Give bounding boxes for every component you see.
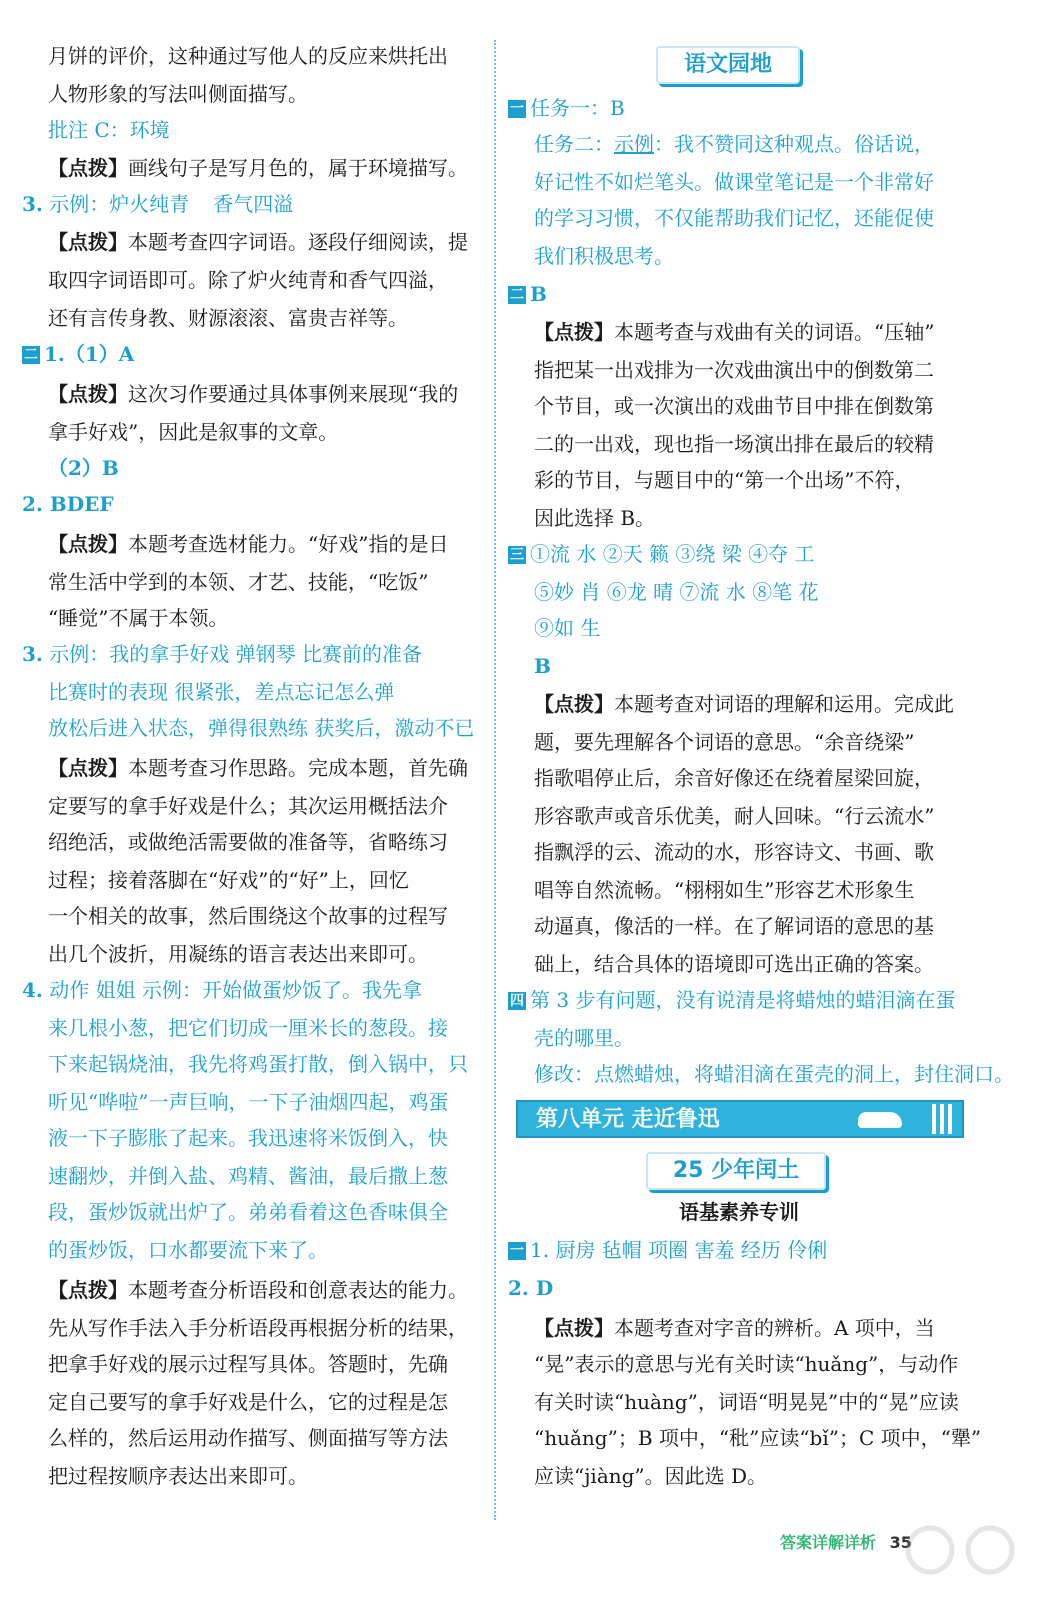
text-line: 定自己要写的拿手好戏是什么，它的过程是怎 <box>48 1390 448 1414</box>
hint-text: 本题考查对字音的辨析。A 项中，当 <box>614 1316 935 1340</box>
question-number: 3. <box>22 192 43 216</box>
text-line: 过程；接着落脚在“好戏”的“好”上，回忆 <box>48 868 409 892</box>
hint-text: 本题考查习作思路。完成本题，首先确 <box>128 756 468 780</box>
answer-line: 2. BDEF <box>22 492 114 516</box>
answer-value: 我的拿手好戏 弹钢琴 比赛前的准备 <box>109 642 422 666</box>
lesson-title: 25 少年闰土 <box>646 1152 826 1190</box>
stripes-decoration <box>932 1104 956 1134</box>
hint-line <box>48 156 468 180</box>
watermark-logo <box>895 1520 1025 1590</box>
answer-value: 1.（1）A <box>44 342 135 366</box>
answer-value: 任务一：B <box>530 96 625 120</box>
answer-line <box>22 192 293 216</box>
text-line: 把过程按顺序表达出来即可。 <box>48 1464 308 1488</box>
answer-line: 的学习习惯，不仅能帮助我们记忆，还能促使 <box>534 206 934 230</box>
section-number-box: 二 <box>510 287 524 303</box>
answer-line: 来几根小葱，把它们切成一厘米长的葱段。接 <box>48 1016 448 1040</box>
question-number: 4. <box>22 978 43 1002</box>
hint-tag: 【点拨】 <box>48 156 128 180</box>
answer-line: 放松后进入状态，弹得很熟练 获奖后，激动不已 <box>48 716 475 740</box>
page-number: 35 <box>889 1533 912 1552</box>
hint-text: 画线句子是写月色的，属于环境描写。 <box>128 156 468 180</box>
answer-value: ：我不赞同这种观点。俗话说， <box>654 132 934 156</box>
text-line: 还有言传身教、财源滚滚、富贵吉祥等。 <box>48 306 408 330</box>
hint-line <box>48 230 468 254</box>
text-line: “晃”表示的意思与光有关时读“huǎng”，与动作 <box>534 1352 959 1376</box>
text-line: 把拿手好戏的展示过程写具体。答题时，先确 <box>48 1352 448 1376</box>
answer-line: 段，蛋炒饭就出炉了。弟弟看着这色香味俱全 <box>48 1200 448 1224</box>
text-line: 彩的节目，与题目中的“第一个出场”不符， <box>534 468 915 492</box>
text-line: 绍绝活，或做绝活需要做的准备等，省略练习 <box>48 830 448 854</box>
answer-line: 速翻炒，并倒入盐、鸡精、酱油，最后撒上葱 <box>48 1164 448 1188</box>
hint-line <box>534 1316 935 1340</box>
hint-tag: 【点拨】 <box>48 532 128 556</box>
answer-line: 下来起锅烧油，我先将鸡蛋打散，倒入锅中，只 <box>48 1052 468 1076</box>
hint-text: 本题考查对词语的理解和运用。完成此 <box>614 692 954 716</box>
section-title: 语文园地 <box>656 46 800 84</box>
task-label: 任务二： <box>534 132 614 156</box>
hint-line <box>48 532 448 556</box>
answer-value: 第 3 步有问题，没有说清是将蜡烛的蜡泪滴在蛋 <box>530 988 956 1012</box>
answer-line: （2）B <box>48 456 119 480</box>
hint-tag: 【点拨】 <box>534 692 614 716</box>
text-line: 取四字词语即可。除了炉火纯青和香气四溢， <box>48 268 448 292</box>
car-icon <box>858 1112 902 1128</box>
answer-line <box>508 988 955 1012</box>
answer-value: 动作 姐姐 示例：开始做蛋炒饭了。我先拿 <box>49 978 422 1002</box>
answer-line <box>22 642 422 666</box>
unit-title: 第八单元 走近鲁迅 <box>536 1107 720 1132</box>
example-label: 示例： <box>49 642 110 666</box>
text-line: 定要写的拿手好戏是什么；其次运用概括法介 <box>48 794 448 818</box>
answer-line: 的蛋炒饭，口水都要流下来了。 <box>48 1238 328 1262</box>
section-number-box: 一 <box>510 1243 524 1259</box>
text-line: 础上，结合具体的语境即可选出正确的答案。 <box>534 952 934 976</box>
text-line: 应读“jiàng”。因此选 D。 <box>534 1464 768 1488</box>
text-line: 常生活中学到的本领、才艺、技能，“吃饭” <box>48 570 429 594</box>
example-label: 示例： <box>49 192 110 216</box>
answer-value: B <box>530 282 547 306</box>
hint-tag: 【点拨】 <box>48 382 128 406</box>
answer-line: 壳的哪里。 <box>534 1026 634 1050</box>
page-footer <box>780 1530 912 1553</box>
text-line: 动逼真，像活的一样。在了解词语的意思的基 <box>534 914 934 938</box>
text-line: 指飘浮的云、流动的水，形容诗文、书画、歌 <box>534 840 934 864</box>
hint-line <box>48 382 458 406</box>
text-line: “睡觉”不属于本领。 <box>48 606 229 630</box>
footer-label: 答案详解详析 <box>780 1533 877 1552</box>
hint-line <box>534 692 954 716</box>
text-line: 先从写作手法入手分析语段再根据分析的结果， <box>48 1316 468 1340</box>
answer-line <box>508 96 625 120</box>
answer-line: B <box>534 654 551 678</box>
text-line: 指把某一出戏排为一次戏曲演出中的倒数第二 <box>534 358 934 382</box>
answer-line: 我们积极思考。 <box>534 244 674 268</box>
hint-line <box>48 756 468 780</box>
text-line: 个节目，或一次演出的戏曲节目中排在倒数第 <box>534 394 934 418</box>
answer-line <box>22 978 422 1002</box>
hint-text: 本题考查选材能力。“好戏”指的是日 <box>128 532 449 556</box>
text-line: 形容歌声或音乐优美，耐人回味。“行云流水” <box>534 804 935 828</box>
hint-text: 本题考查与戏曲有关的词语。“压轴” <box>614 320 935 344</box>
answer-line: 比赛时的表现 很紧张，差点忘记怎么弹 <box>48 680 395 704</box>
hint-line <box>48 1278 468 1302</box>
text-line: 一个相关的故事，然后围绕这个故事的过程写 <box>48 904 448 928</box>
text-line: 月饼的评价，这种通过写他人的反应来烘托出 <box>48 44 448 68</box>
section-number-box: 一 <box>510 101 524 117</box>
hint-tag: 【点拨】 <box>48 1278 128 1302</box>
text-line: 唱等自然流畅。“栩栩如生”形容艺术形象生 <box>534 878 915 902</box>
answer-value: ①流 水 ②天 籁 ③绕 梁 ④夺 工 <box>530 542 815 566</box>
answer-line: 液一下子膨胀了起来。我迅速将米饭倒入，快 <box>48 1126 448 1150</box>
answer-line: 好记性不如烂笔头。做课堂笔记是一个非常好 <box>534 170 934 194</box>
section-number-box: 四 <box>510 993 524 1009</box>
answer-value: 香气四溢 <box>213 192 294 216</box>
hint-text: 本题考查分析语段和创意表达的能力。 <box>128 1278 468 1302</box>
answer-line: ⑨如 生 <box>534 616 601 640</box>
text-line: 题，要先理解各个词语的意思。“余音绕梁” <box>534 730 915 754</box>
text-line: 么样的，然后运用动作描写、侧面描写等方法 <box>48 1426 448 1450</box>
text-line: 因此选择 B。 <box>534 506 656 530</box>
hint-text: 这次习作要通过具体事例来展现“我的 <box>128 382 459 406</box>
hint-tag: 【点拨】 <box>534 1316 614 1340</box>
answer-line <box>534 132 934 156</box>
example-label: 示例 <box>614 132 654 156</box>
text-line: 二的一出戏，现也指一场演出排在最后的较精 <box>534 432 934 456</box>
answer-line: 修改：点燃蜡烛，将蜡泪滴在蛋壳的洞上，封住洞口。 <box>534 1062 1014 1086</box>
answer-line: 2. D <box>508 1276 554 1300</box>
text-line: 拿手好戏”，因此是叙事的文章。 <box>48 420 339 444</box>
answer-line <box>22 342 134 366</box>
text-line: 指歌唱停止后，余音好像还在绕着屋梁回旋， <box>534 766 934 790</box>
text-line: 有关时读“huàng”，词语“明晃晃”中的“晃”应读 <box>534 1390 959 1414</box>
answer-line: ⑤妙 肖 ⑥龙 晴 ⑦流 水 ⑧笔 花 <box>534 580 819 604</box>
answer-value: 炉火纯青 <box>109 192 190 216</box>
question-number: 3. <box>22 642 43 666</box>
text-line: 出几个波折，用凝练的语言表达出来即可。 <box>48 942 428 966</box>
hint-tag: 【点拨】 <box>48 230 128 254</box>
answer-line <box>508 282 547 306</box>
section-number-box: 二 <box>24 347 38 363</box>
hint-tag: 【点拨】 <box>48 756 128 780</box>
answer-line <box>508 542 815 566</box>
text-line: “huǎng”；B 项中，“秕”应读“bǐ”；C 项中，“犟” <box>534 1426 982 1450</box>
text-line: 人物形象的写法叫侧面描写。 <box>48 82 308 106</box>
hint-text: 本题考查四字词语。逐段仔细阅读，提 <box>128 230 468 254</box>
subsection-heading: 语基素养专训 <box>679 1200 799 1224</box>
column-divider <box>494 40 496 1520</box>
hint-line <box>534 320 934 344</box>
answer-line <box>508 1238 827 1262</box>
answer-value: 1. 厨房 毡帽 项圈 害羞 经历 伶俐 <box>530 1238 828 1262</box>
answer-line: 听见“哗啦”一声巨响，一下子油烟四起，鸡蛋 <box>48 1090 449 1114</box>
hint-tag: 【点拨】 <box>534 320 614 344</box>
annotation-answer: 批注 C：环境 <box>48 118 170 142</box>
section-number-box: 三 <box>510 547 524 563</box>
unit-banner <box>516 1100 964 1138</box>
